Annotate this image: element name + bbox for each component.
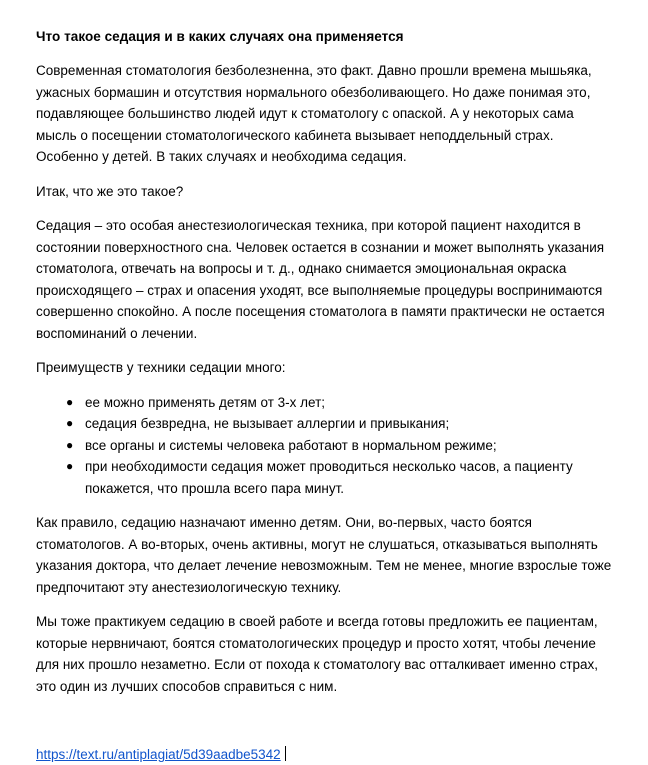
paragraph-question: Итак, что же это такое? — [36, 183, 184, 199]
list-item-label: все органы и системы человека работают в нормальном режиме; — [85, 437, 497, 453]
list-item — [36, 413, 612, 435]
bullet-dot-icon: ● — [66, 459, 74, 473]
page-title: Что такое седация и в каких случаях она применяется — [36, 29, 404, 44]
paragraph-practice: Мы тоже практикуем седацию в своей работе и всегда готовы предложить ее пациентам, которые нервничают, боятся стоматологических процедур и просто хотят, чтобы лечение для них прошло незаметно. Если от похода к стоматологу вас отталкивает именно страх, это один из лучших способов справиться с ним. — [36, 614, 599, 694]
link-row — [36, 744, 612, 765]
antiplagiat-link[interactable]: https://text.ru/antiplagiat/5d39aadbe5342 — [36, 747, 281, 762]
list-item — [36, 435, 612, 457]
list-item — [36, 456, 612, 499]
paragraph-intro: Современная стоматология безболезненна, это факт. Давно прошли времена мышьяка, ужасных бормашин и отсутствия нормального обезболивающего. Но даже понимая это, подавляющее большинство людей идут к стоматологу с опаской. А у некоторых сама мысль о посещении стоматологического кабинета вызывает неподдельный страх. Особенно у детей. В таких случаях и необходима седация. — [36, 63, 592, 164]
list-item-label: ее можно применять детям от 3-х лет; — [85, 394, 326, 410]
list-item-label: при необходимости седация может проводиться несколько часов, а пациенту покажется, что прошла всего пара минут. — [85, 459, 573, 496]
paragraph-children: Как правило, седацию назначают именно детям. Они, во-первых, часто боятся стоматологов. А во-вторых, очень активны, могут не слушаться, отказываться выполнять указания доктора, что делает лечение невозможным. Тем не менее, многие взрослые тоже предпочитают эту анестезиологическую технику. — [36, 515, 612, 595]
bullet-dot-icon: ● — [66, 416, 74, 430]
list-item — [36, 392, 612, 414]
text-cursor-caret — [285, 746, 286, 761]
paragraph-definition: Седация – это особая анестезиологическая техника, при которой пациент находится в состоянии поверхностного сна. Человек остается в сознании и может выполнять указания стоматолога, отвечать на вопросы и т. д., однако снимается эмоциональная окраска происходящего – страх и опасения уходят, все выполняемые процедуры воспринимаются совершенно спокойно. А после посещения стоматолога в памяти практически не остается воспоминаний о лечении. — [36, 218, 605, 341]
bullet-dot-icon: ● — [66, 437, 74, 452]
list-item-label: седация безвредна, не вызывает аллергии и привыкания; — [85, 416, 450, 431]
bullet-dot-icon: ● — [66, 394, 74, 409]
list-intro-text: Преимуществ у техники седации много: — [36, 360, 286, 375]
benefits-list — [36, 392, 612, 500]
